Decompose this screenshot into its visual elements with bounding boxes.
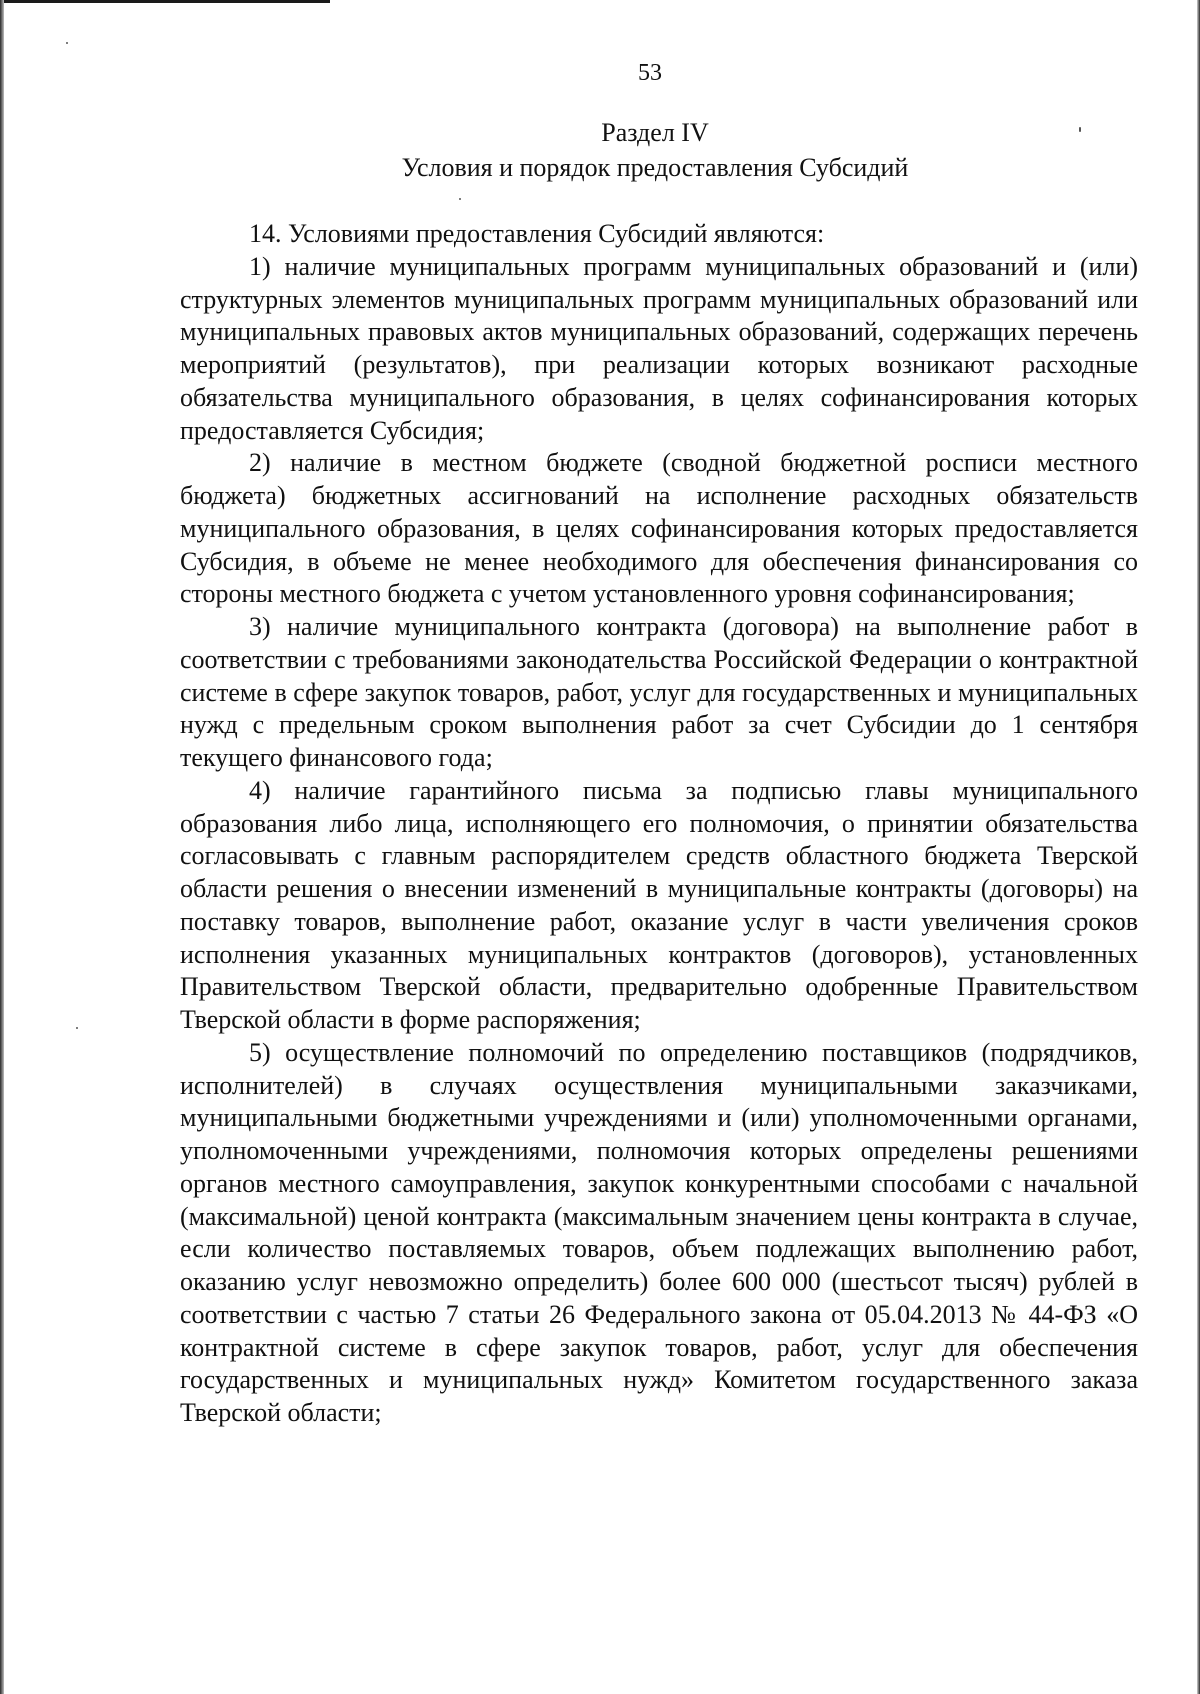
section-label: Раздел IV	[601, 118, 709, 147]
scan-speck	[66, 42, 68, 44]
scan-edge-top	[0, 0, 330, 3]
paragraph-condition-1: 1) наличие муниципальных программ муниципальных образований и (или) структурных элементов муниципальных программ муниципальных образований или муниципальных правовых актов муниципальных образований, содержащих перечень мероприятий (результатов), при реализации которых возникают расходные обязательства муниципального образования, в целях софинансирования которых предоставляется Субсидия;	[180, 251, 1138, 445]
paragraph-condition-3: 3) наличие муниципального контракта (договора) на выполнение работ в соответствии с требованиями законодательства Российской Федерации о контрактной системе в сфере закупок товаров, работ, услуг для государственных и муниципальных нужд с предельным сроком выполнения работ за счет Субсидии до 1 сентября текущего финансового года;	[180, 612, 1138, 772]
scan-speck	[459, 198, 461, 200]
scan-edge-left	[0, 0, 4, 1694]
section-title: Условия и порядок предоставления Субсидий	[401, 153, 909, 182]
paragraph-condition-4: 4) наличие гарантийного письма за подписью главы муниципального образования либо лица, исполняющего его полномочия, о принятии обязательства согласовывать с главным распорядителем средств областного бюджета Тверской области решения о внесении изменений в муниципальные контракты (договоры) на поставку товаров, выполнение работ, оказание услуг в части увеличения сроков исполнения указанных муниципальных контрактов (договоров), установленных Правительством Тверской области, предварительно одобренные Правительством Тверской области в форме распоряжения;	[180, 775, 1138, 1034]
paragraph-condition-2: 2) наличие в местном бюджете (сводной бюджетной росписи местного бюджета) бюджетных ассигнований на исполнение расходных обязательств муниципального образования, в целях софинансирования которых предоставляется Субсидия, в объеме не менее необходимого для обеспечения финансирования со стороны местного бюджета с учетом установленного уровня софинансирования;	[180, 448, 1138, 609]
scan-speck	[76, 1027, 78, 1029]
document-body	[180, 218, 1138, 1430]
paragraph-condition-5: 5) осуществление полномочий по определению поставщиков (подрядчиков, исполнителей) в случаях осуществления муниципальными заказчиками, муниципальными бюджетными учреждениями и (или) уполномоченными органами, уполномоченными учреждениями, полномочия которых определены решениями органов местного самоуправления, закупок конкурентными способами с начальной (максимальной) ценой контракта (максимальным значением цены контракта в случае, если количество поставляемых товаров, объем подлежащих выполнению работ, оказанию услуг невозможно определить) более 600 000 (шестьсот тысяч) рублей в соответствии с частью 7 статьи 26 Федерального закона от 05.04.2013 № 44-ФЗ «О контрактной системе в сфере закупок товаров, работ, услуг для обеспечения государственных и муниципальных нужд» Комитетом государственного заказа Тверской области;	[180, 1037, 1138, 1427]
paragraph-14-intro: 14. Условиями предоставления Субсидий являются:	[249, 219, 825, 248]
page-number: 53	[638, 60, 662, 86]
